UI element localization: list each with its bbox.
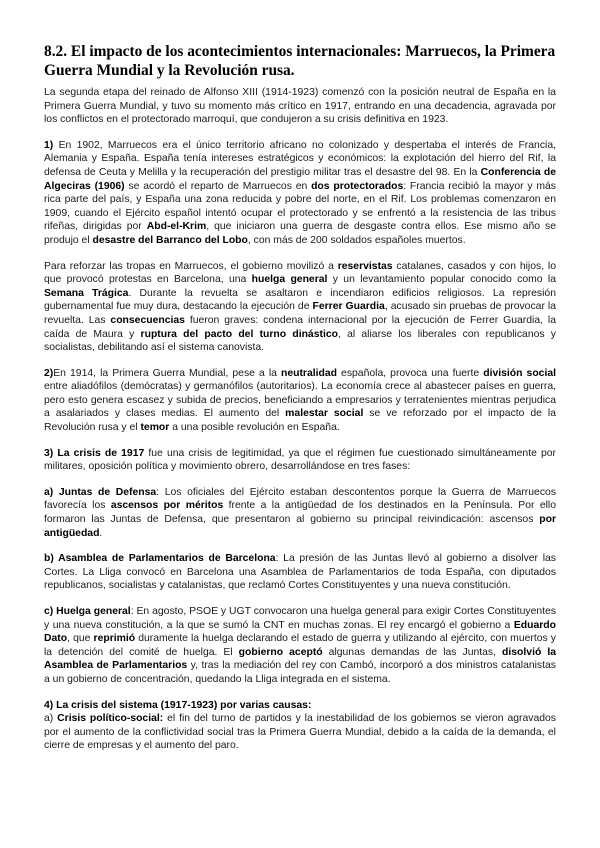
page-title: 8.2. El impacto de los acontecimientos internacionales: Marruecos, la Primera Guerra Mundial y la Revolución rusa. [44,43,556,79]
intro-paragraph: La segunda etapa del reinado de Alfonso XIII (1914-1923) comenzó con la posición neutral de España en la Primera Guerra Mundial, y tuvo su momento más crítico en 1917, entrando en una decadencia, agravada por los conflictos en el protectorado marroquí, que condujeron a su crisis definitiva en 1923. [44,87,556,126]
section-3c-paragraph: c) Huelga general: En agosto, PSOE y UGT convocaron una huelga general para exigir Cortes Constituyentes y una nueva constitución, a la que se sumó la CNT en muchas zonas. El rey encargó el gobierno a Eduardo Dato, que reprimió duramente la huelga declarando el estado de guerra y utilizando al ejército, con muertos y la detención del comité de huelga. El gobierno aceptó algunas demandas de las Juntas, disolvió la Asamblea de Parlamentarios y, tras la mediación del rey con Cambó, incorporó a dos ministros catalanistas a un gobierno de concentración, quedando la Lliga integrada en el sistema. [44,606,556,685]
section-1-paragraph: 1) En 1902, Marruecos era el único territorio africano no colonizado y despertaba el interés de Francia, Alemania y España. España tenía intereses estratégicos y económicos: la explotación del hierro del Rif, la defensa de Ceuta y Melilla y la recuperación del prestigio militar tras el desastre del 98. En la Conferencia de Algeciras (1906) se acordó el reparto de Marruecos en dos protectorados: Francia recibió la mayor y más rica parte del país, y España una zona reducida y pobre del norte, en el Rif. Los problemas comenzaron en 1909, cuando el Ejército español intentó ocupar el protectorado y se enfrentó a la resistencia de las tribus rifeñas, dirigidas por Abd-el-Krim, que iniciaron una guerra de desgaste contra ellos. Ese mismo año se produjo el desastre del Barranco del Lobo, con más de 200 soldados españoles muertos. [44,139,557,246]
section-3a-paragraph: a) Juntas de Defensa: Los oficiales del Ejército estaban descontentos porque la Guerra de Marruecos favorecía los ascensos por méritos frente a la antigüedad de los destinados en la Península. Por ello formaron las Juntas de Defensa, que presentaron al gobierno su principal reivindicación: ascensos por antigüedad. [44,486,557,539]
section-3-paragraph: 3) La crisis de 1917 fue una crisis de legitimidad, ya que el régimen fue cuestionado simultáneamente por militares, oposición política y movimiento obrero, desarrollándose en tres fases: [44,447,556,473]
section-1b-paragraph: Para reforzar las tropas en Marruecos, el gobierno movilizó a reservistas catalanes, casados y con hijos, lo que provocó protestas en Barcelona, una huelga general y un levantamiento popular conocido como la Semana Trágica. Durante la revuelta se asaltaron e incendiaron edificios religiosos. La represión gubernamental fue muy dura, destacando la ejecución de Ferrer Guardia, acusado sin pruebas de provocar la revuelta. Las consecuencias fueron graves: condena internacional por la ejecución de Ferrer Guardia, la caída de Maura y ruptura del pacto del turno dinástico, al aliarse los liberales con republicanos y socialistas, debilitando así el sistema canovista. [44,260,557,354]
section-2-paragraph: 2)En 1914, la Primera Guerra Mundial, pese a la neutralidad española, provoca una fuerte división social entre aliadófilos (demócratas) y germanófilos (autoritarios). La economía crece al abastecer países en guerra, pero esto genera escasez y subida de precios, beneficiando a empresarios y terratenientes mientras perjudica a asalariados y clases medias. El aumento del malestar social se ve reforzado por el impacto de la Revolución rusa y el temor a una posible revolución en España. [44,367,556,434]
section-number: 2) [44,367,54,379]
section-3b-paragraph: b) Asamblea de Parlamentarios de Barcelona: La presión de las Juntas llevó al gobierno a disolver las Cortes. La Lliga convocó en Barcelona una Asamblea de Parlamentarios de toda España, con diputados republicanos, socialistas y catalanistas, que reclamó Cortes Constituyentes y una nueva constitución. [44,553,556,592]
section-4-paragraph: a) Crisis político-social: el fin del turno de partidos y la inestabilidad de los gobiernos se vieron agravados por el aumento de la conflictividad social tras la Primera Guerra Mundial, debido a la caída de la demanda, el cierre de empresas y el aumento del paro. [44,713,556,752]
document-page [44,42,556,753]
section-4-heading: 4) La crisis del sistema (1917-1923) por varias causas: [44,699,312,711]
section-number: 1) [44,139,54,151]
